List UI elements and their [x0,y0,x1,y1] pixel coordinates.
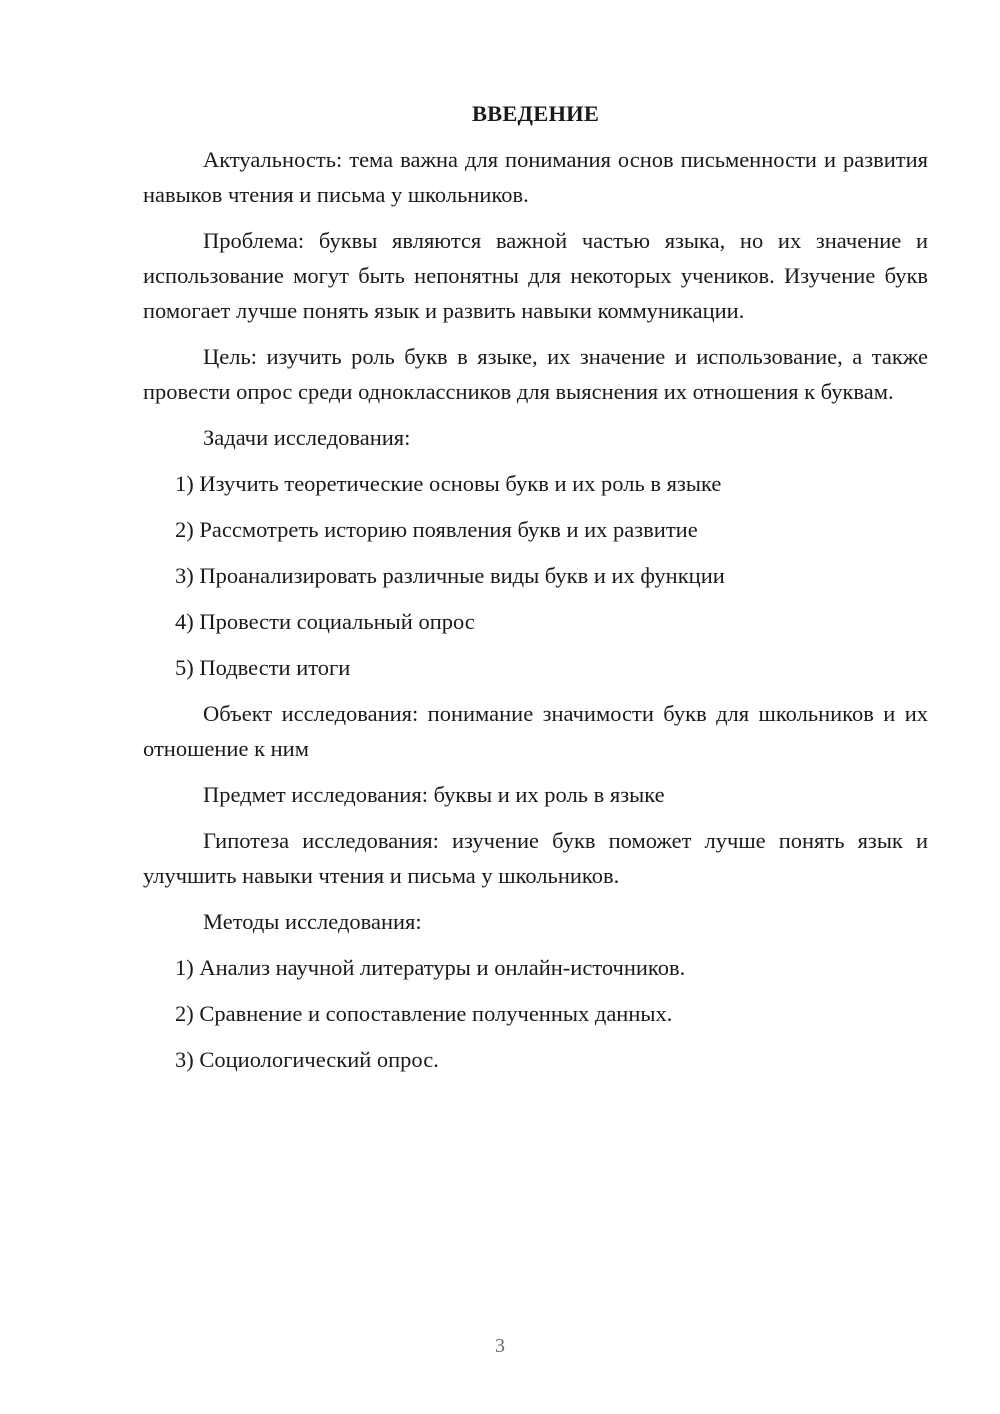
methods-list [143,950,928,1077]
list-item: 5) Подвести итоги [175,655,351,680]
list-item: 4) Провести социальный опрос [175,609,475,634]
list-item: 1) Изучить теоретические основы букв и их роль в языке [175,471,722,496]
hypothesis-paragraph: Гипотеза исследования: изучение букв поможет лучше понять язык и улучшить навыки чтения и письма у школьников. [143,828,928,888]
object-paragraph: Объект исследования: понимание значимости букв для школьников и их отношение к ним [143,701,928,761]
list-item: 3) Социологический опрос. [175,1047,439,1072]
list-item: 3) Проанализировать различные виды букв и их функции [175,563,725,588]
list-item: 2) Сравнение и сопоставление полученных данных. [175,1001,673,1026]
document-page [143,96,928,1088]
tasks-heading: Задачи исследования: [203,425,411,450]
relevance-paragraph: Актуальность: тема важна для понимания основ письменности и развития навыков чтения и письма у школьников. [143,147,928,207]
list-item: 1) Анализ научной литературы и онлайн-источников. [175,955,686,980]
page-number: 3 [495,1335,505,1357]
methods-heading: Методы исследования: [203,909,422,934]
goal-paragraph: Цель: изучить роль букв в языке, их значение и использование, а также провести опрос среди одноклассников для выяснения их отношения к буквам. [143,344,928,404]
tasks-list [143,466,928,685]
list-item: 2) Рассмотреть историю появления букв и их развитие [175,517,698,542]
subject-paragraph: Предмет исследования: буквы и их роль в языке [203,782,665,807]
problem-paragraph: Проблема: буквы являются важной частью языка, но их значение и использование могут быть непонятны для некоторых учеников. Изучение букв помогает лучше понять язык и развить навыки коммуникации. [143,228,928,323]
page-title: ВВЕДЕНИЕ [471,101,600,126]
